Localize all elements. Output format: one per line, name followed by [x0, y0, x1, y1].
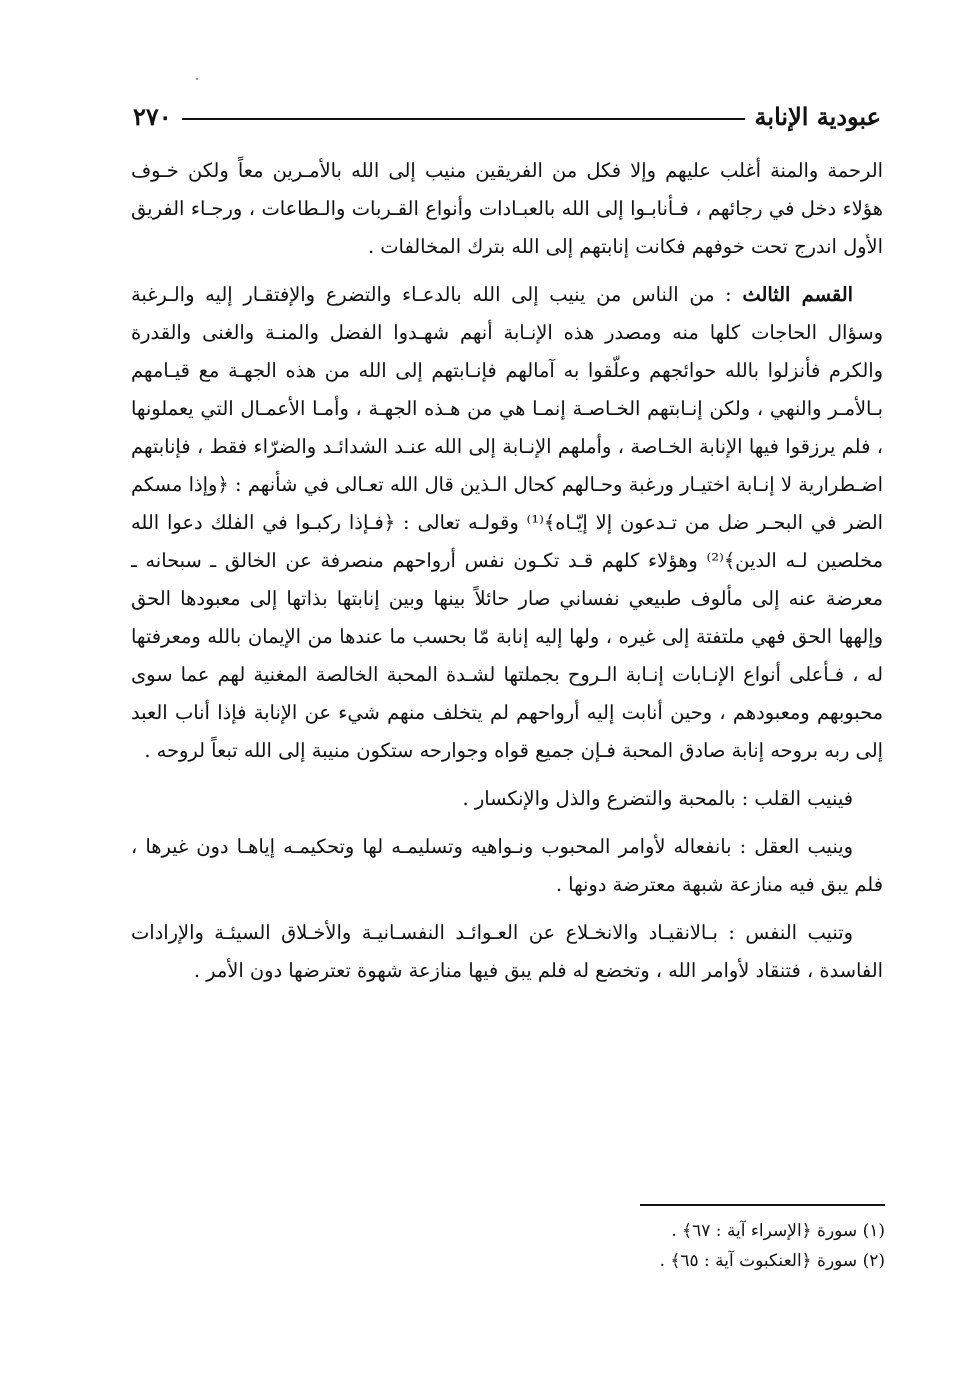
- footnote-rule: [640, 1204, 885, 1206]
- paragraph-text: وتنيب النفس : بـالانقيـاد والانخـلاع عن العـوائـد النفسـانيـة والأخـلاق السيئـة والإرادات الفاسدة ، فتنقاد لأوامر الله ، وتخضع له فلم يبق فيها منازعة شهوة تعترضها دون الأمر .: [131, 921, 883, 982]
- scan-speck: [196, 78, 198, 80]
- page-header: [133, 96, 881, 136]
- main-text: [131, 152, 883, 990]
- paragraph-text: فينيب القلب : بالمحبة والتضرع والذل والإنكسار .: [462, 787, 853, 810]
- paragraph-text: الرحمة والمنة أغلب عليهم وإلا فكل من الفريقين منيب إلى الله بالأمـرين معاً ولكن خـوف هؤلاء دخل في رجائهم ، فـأنابـوا إلى الله بالعبـادات وأنواع القـربات والـطاعات ، ورجـاء الفريق الأول اندرج تحت خوفهم فكانت إنابتهم إلى الله بترك المخالفات .: [131, 159, 883, 258]
- running-title: عبودية الإنابة: [754, 101, 881, 131]
- paragraph-3: [131, 780, 883, 818]
- paragraph-text: : من الناس من ينيب إلى الله بالدعـاء والتضرع والإفتقـار إليه والـرغبة وسؤال الحاجات كلها منه ومصدر هذه الإنـابة أنهم شهـدوا الفضل والمنـة والغنى والقدرة والكرم فأنزلوا بالله حوائجهم وعلّقوا به آمالهم فإنـابتهم إلى الله من هذه الجهـة مع قيـامهم بـالأمـر والنهي ، ولكن إنـابتهم الخـاصـة إنمـا هي من هـذه الجهـة ، وأمـا الأعمـال التي يعملونها ، فلم يرزقوا فيها الإنابة الخـاصة ، وأملهم الإنـابة إلى الله عنـد الشدائـد والضرّاء فقط ، فإنابتهم اضـطرارية لا إنـابة اختيـار ورغبة وحـالهم كحال الـذين قال الله تعـالى في شأنهم : ﴿وإذا مسكم الضر في البحـر ضل من تـدعون إلا إيّـاه﴾⁽¹⁾ وقولـه تعالى : ﴿فـإذا ركبـوا في الفلك دعوا الله مخلصين لـه الدين﴾⁽²⁾ وهؤلاء كلهم قـد تكـون نفس أرواحهم منصرفة عن الخالق ـ سبحانه ـ معرضة عنه إلى مألوف طبيعي نفساني صار حائلاً بينها وبين إنابتها بذاتها إلى معبودها الحق وإلهها الحق فهي ملتفتة إلى غيره ، ولها إليه إنابة مّا بحسب ما عندها من الإيمان بالله ومعرفتها له ، فـأعلى أنواع الإنـابات إنـابة الـروح بجملتها لشـدة المحبة الخالصة المغنية لهم عما سوى محبوبهم ومعبودهم ، وحين أنابت إليه أرواحهم لم يتخلف منهم شيء عن الإنابة فإذا أناب العبد إلى ربه بروحه إنابة صادق المحبة فـإن جميع قواه وجوارحه ستكون منيبة إلى الله تبعاً لروحه .: [131, 283, 883, 762]
- section-heading: القسم الثالث: [742, 283, 853, 306]
- paragraph-text: وينيب العقل : بانفعاله لأوامر المحبوب ونـواهيه وتسليمـه لها وتحكيمـه إياهـا دون غيرها ، فلم يبق فيه منازعة شبهة معترضة دونها .: [131, 835, 883, 896]
- paragraph-5: [131, 914, 883, 990]
- footnotes: [330, 1204, 885, 1276]
- paragraph-1: [131, 152, 883, 266]
- paragraph-4: [131, 828, 883, 904]
- footnote-2: (٢) سورة ﴿العنكبوت آية : ٦٥﴾ .: [659, 1251, 885, 1271]
- paragraph-2: [131, 276, 883, 770]
- header-rule: [182, 118, 745, 120]
- footnote-1: (١) سورة ﴿الإسراء آية : ٦٧﴾ .: [671, 1221, 885, 1241]
- page-number: ٢٧٠: [133, 101, 172, 131]
